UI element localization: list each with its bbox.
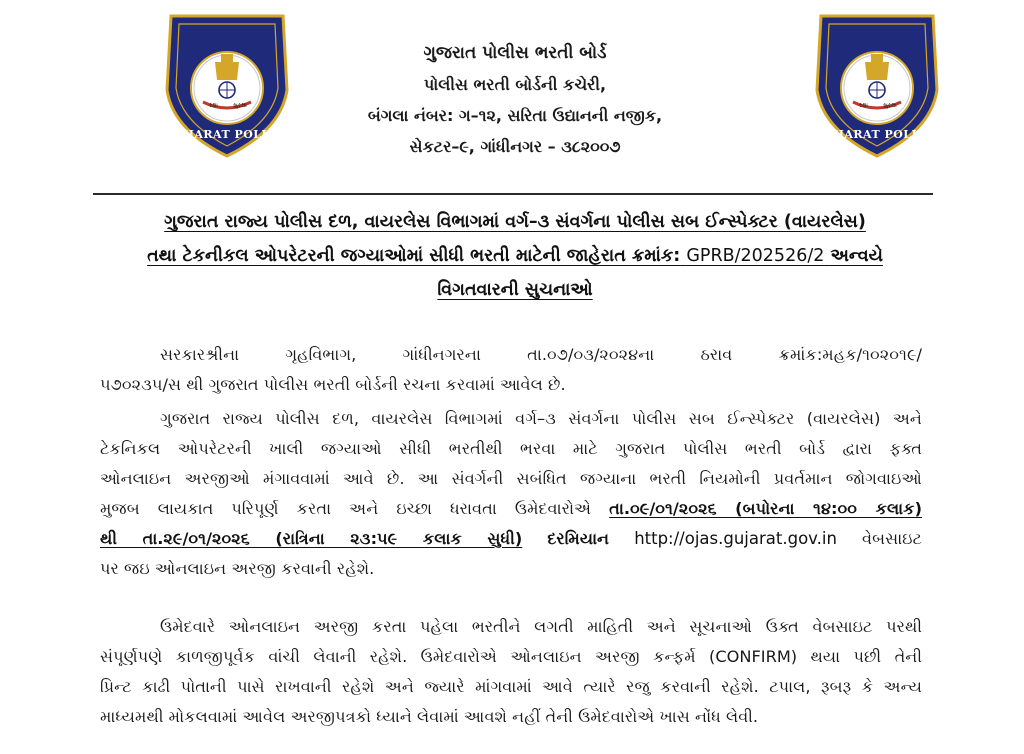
- para3-line1: ઉમેદવારે ઓનલાઇન અરજી કરતા પહેલા ભરતીને લગતી માહિતી અને સૂચનાઓ ઉક્ત વેબસાઇટ પરથી: [160, 617, 922, 636]
- board-name: ગુજરાત પોલીસ ભરતી બોર્ડ: [423, 43, 607, 63]
- subject-line-2: [95, 239, 935, 273]
- subject-line-1: ગુજરાત રાજ્ય પોલીસ દળ, વાયરલેસ વિભાગમાં વર્ગ–૩ સંવર્ગના પોલીસ સબ ઈન્સ્પેક્ટર (વાયરલેસ): [164, 212, 866, 232]
- badge-motto-left: રક્ષા: [209, 102, 218, 109]
- office-address-line2: સેકટર–૯, ગાંધીનગર – ૩૮૨૦૦૭: [409, 137, 621, 156]
- gujarat-police-logo-right: [813, 10, 941, 160]
- para2-line4: [100, 494, 922, 524]
- para1-line2: ૫૭૦૨૩૫/સ થી ગુજરાત પોલીસ ભરતી બોર્ડની રચના કરવામાં આવેલ છે.: [100, 375, 566, 394]
- badge-label: GUJARAT POLICE: [818, 128, 936, 141]
- office-name: પોલીસ ભરતી બોર્ડની કચેરી,: [423, 75, 607, 94]
- para3-line4: માધ્યમથી મોકલવામાં આવેલ અરજીપત્રકો ધ્યાને લેવામાં આવશે નહીં તેની ઉમેદવારોએ ખાસ નોંધ લેવી.: [100, 707, 759, 726]
- para2-line5: [100, 524, 922, 554]
- para2-line2: ટેકનિકલ ઓપરેટરની ખાલી જગ્યાઓ સીધી ભરતીથી ભરવા માટે ગુજરાત પોલીસ ભરતી બોર્ડ દ્વારા ફક્ત: [100, 439, 922, 458]
- subject-line-2-text: તથા ટેકનીકલ ઓપરેટરની જગ્યાઓમાં સીધી ભરતી માટેની જાહેરાત ક્રમાંક:: [147, 246, 681, 266]
- subject-line-2-suffix: અન્વયે: [830, 246, 883, 266]
- para2-line3: ઓનલાઇન અરજીઓ મંગાવવામાં આવે છે. આ સંવર્ગની સબંધિત જગ્યાના ભરતી નિયમોની પ્રવર્તમાન જોગવાઇઓ: [100, 469, 922, 488]
- paragraph-instructions: [100, 612, 922, 732]
- para2-line5-suffix: વેબસાઇટ: [862, 529, 923, 548]
- para1-line1: સરકારશ્રીના ગૃહવિભાગ, ગાંધીનગરના તા.૦૭/૦૩/૨૦૨૪ના ઠરાવ ક્રમાંક:મહક/૧૦૨૦૧૯/: [160, 345, 922, 364]
- application-start-date: તા.૦૯/૦૧/૨૦૨૬ (બપોરના ૧૪:૦૦ કલાક): [609, 499, 922, 518]
- para2-line5-during: દરમિયાન: [547, 529, 610, 548]
- paragraph-board-formation: [100, 340, 922, 400]
- badge-motto-right: સુરક્ષા: [883, 102, 897, 109]
- notice-subject: [95, 205, 935, 307]
- gujarat-police-logo-left: [163, 10, 291, 160]
- para3-line3: પ્રિન્ટ કાઢી પોતાની પાસે રાખવાની રહેશે અને જ્યારે માંગવામાં આવે ત્યારે રજુ કરવાની રહેશે. ટપાલ, રૂબરૂ કે અન્ય: [100, 677, 922, 696]
- para2-line6: પર જઇ ઓનલાઇન અરજી કરવાની રહેશે.: [100, 559, 375, 578]
- subject-line-3: વિગતવારની સુચનાઓ: [437, 280, 593, 300]
- police-badge-icon: [163, 10, 291, 160]
- application-end-date: થી તા.૨૯/૦૧/૨૦૨૬ (રાત્રિના ૨૩:૫૯ કલાક સુધી): [100, 529, 523, 548]
- ojas-website-link[interactable]: http://ojas.gujarat.gov.in: [634, 529, 837, 548]
- office-address-line1: બંગલા નંબર: ગ–૧૨, સરિતા ઉદ્યાનની નજીક,: [367, 106, 663, 125]
- paragraph-application-window: [100, 404, 922, 584]
- para2-line1: ગુજરાત રાજ્ય પોલીસ દળ, વાયરલેસ વિભાગમાં વર્ગ–૩ સંવર્ગના પોલીસ સબ ઈન્સ્પેક્ટર (વાયરલેસ) અને: [160, 409, 922, 428]
- advertisement-number: GPRB/202526/2: [686, 246, 825, 266]
- para3-line2: સંપૂર્ણપણે કાળજીપૂર્વક વાંચી લેવાની રહેશે. ઉમેદવારોએ ઓનલાઇન અરજી કન્ફર્મ (CONFIRM) થયા પછી તેની: [100, 647, 922, 666]
- header-divider: [93, 193, 933, 195]
- badge-motto-right: સુરક્ષા: [233, 102, 247, 109]
- police-badge-icon: [813, 10, 941, 160]
- badge-motto-left: રક્ષા: [859, 102, 868, 109]
- badge-label: GUJARAT POLICE: [168, 128, 286, 141]
- para2-line4-text: મુજબ લાયકાત પરિપૂર્ણ કરતા અને ઇચ્છા ધરાવતા ઉમેદવારોએ: [100, 499, 592, 518]
- office-header: [300, 38, 730, 162]
